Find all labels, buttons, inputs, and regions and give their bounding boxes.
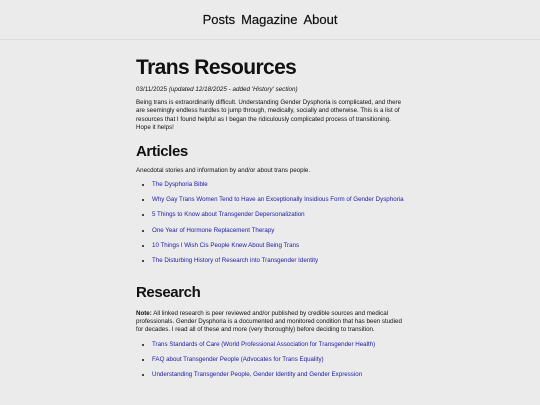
list-item (152, 196, 404, 204)
articles-list (152, 181, 404, 265)
list-item (152, 211, 404, 219)
top-navigation (0, 0, 540, 40)
nav-about-link[interactable]: About (303, 12, 338, 27)
list-item (152, 242, 404, 250)
list-item (152, 227, 404, 235)
research-list (152, 341, 404, 379)
nav-magazine-link[interactable]: Magazine (241, 12, 298, 27)
research-heading: Research (136, 283, 201, 301)
main-content (136, 56, 404, 386)
post-date (136, 86, 404, 94)
article-link-disturbing-history[interactable]: The Disturbing History of Research into Transgender Identity (152, 256, 319, 264)
article-link-dysphoria-bible[interactable]: The Dysphoria Bible (152, 181, 208, 189)
list-item (152, 356, 404, 364)
article-link-depersonalization[interactable]: 5 Things to Know about Transgender Depersonalization (152, 211, 305, 219)
article-link-hrt-year[interactable]: One Year of Hormone Replacement Therapy (152, 226, 275, 234)
post-date-value: 03/11/2025 (136, 86, 168, 93)
research-note (136, 310, 404, 335)
intro-paragraph: Being trans is extraordinarily difficult. Understanding Gender Dysphoria is complicated, and there are seemingly endless hurdles to jump through, medically, socially and otherwise. This is a list of resources that I found helpful as I began the ridiculously complicated process of transitioning. Hope it helps! (136, 99, 402, 132)
list-item (152, 371, 404, 379)
research-link-standards-of-care[interactable]: Trans Standards of Care (World Professional Association for Transgender Health) (152, 340, 376, 348)
research-link-understanding[interactable]: Understanding Transgender People, Gender Identity and Gender Expression (152, 371, 363, 379)
page-title: Trans Resources (136, 56, 297, 79)
article-link-ten-things[interactable]: 10 Things I Wish Cis People Knew About Being Trans (152, 241, 300, 249)
research-note-text: All linked research is peer reviewed and/or published by credible sources and medical professionals. Gender Dysphoria is a documented and monitored condition that has been studied for decades. I read all of these and more (very thoroughly) before deciding to transition. (136, 309, 402, 334)
list-item (152, 181, 404, 189)
nav-posts-link[interactable]: Posts (202, 12, 236, 27)
post-update-note: (updated 12/18/2025 - added 'History' section) (168, 86, 298, 93)
research-note-label: Note: (136, 309, 152, 317)
list-item (152, 257, 404, 265)
article-link-gay-trans-women[interactable]: Why Gay Trans Women Tend to Have an Exceptionally Insidious Form of Gender Dysphoria (152, 196, 404, 204)
research-link-faq[interactable]: FAQ about Transgender People (Advocates for Trans Equality) (152, 355, 324, 363)
articles-description: Anecdotal stories and information by and/or about trans people. (136, 166, 311, 174)
articles-heading: Articles (136, 142, 188, 160)
list-item (152, 341, 404, 349)
